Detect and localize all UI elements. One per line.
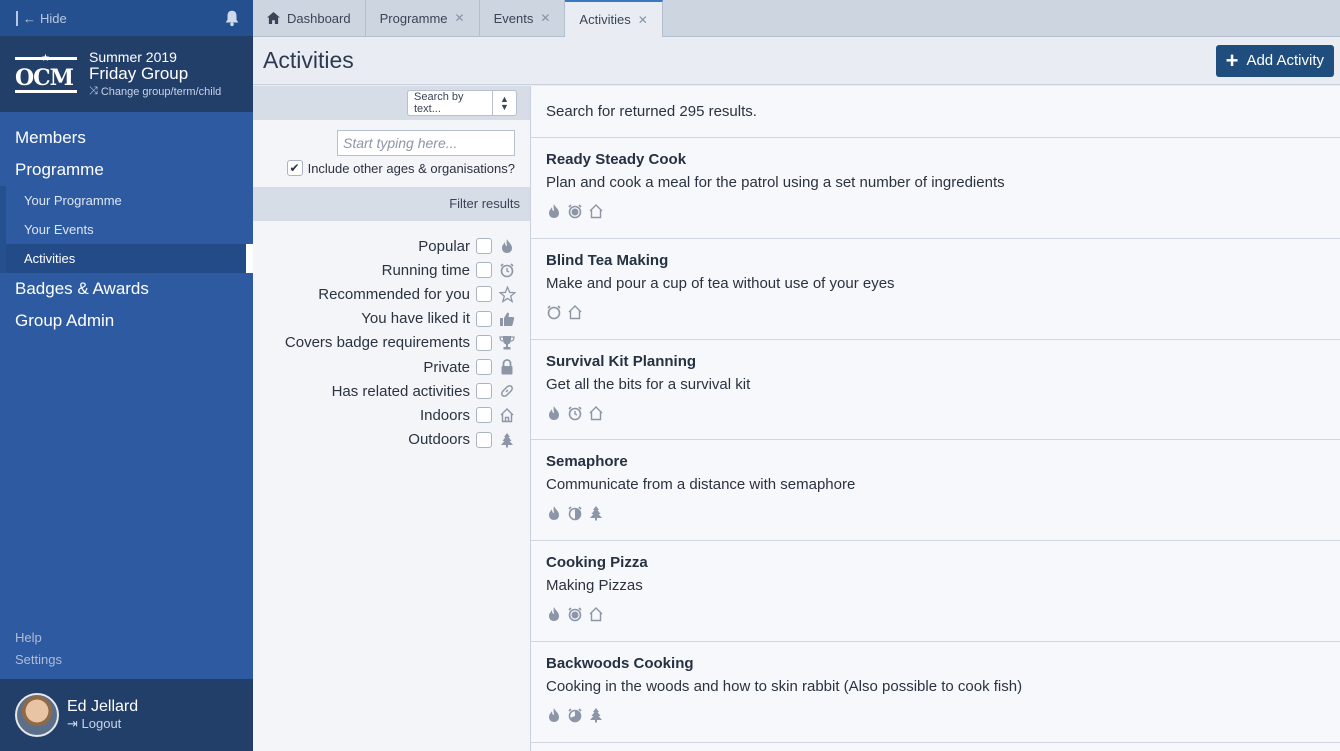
filter-checkbox[interactable]	[476, 238, 492, 254]
activity-description: Make and pour a cup of tea without use of your eyes	[546, 274, 895, 292]
logout-link[interactable]: ⇥ Logout	[67, 716, 122, 731]
hide-bar	[0, 0, 253, 36]
activity-description: Plan and cook a meal for the patrol using a set number of ingredients	[546, 174, 1005, 191]
list-item[interactable]	[531, 340, 1340, 441]
activity-title[interactable]: Cooking Pizza	[546, 554, 648, 572]
filter-checkbox[interactable]	[476, 383, 492, 399]
house-icon	[588, 203, 604, 219]
tree-icon	[588, 505, 604, 521]
flame-icon	[546, 606, 562, 622]
select-arrows-icon: ▲ ▼	[492, 91, 516, 115]
close-icon[interactable]: ✕	[540, 11, 551, 25]
filter-popular: Popular	[285, 234, 516, 258]
lock-icon	[498, 358, 516, 376]
filter-list	[285, 234, 516, 452]
filter-indoors: Indoors	[285, 403, 516, 427]
filter-checkbox[interactable]	[476, 359, 492, 375]
filter-recommended: Recommended for you	[285, 282, 516, 306]
flame-icon	[546, 505, 562, 521]
tab-events[interactable]: Events ✕	[480, 0, 566, 36]
main-nav	[0, 112, 253, 337]
avatar[interactable]	[15, 693, 59, 737]
filter-outdoors: Outdoors	[285, 428, 516, 452]
activity-description: Cooking in the woods and how to skin rabbit (Also possible to cook fish)	[546, 677, 1023, 695]
filter-private: Private	[285, 355, 516, 379]
arrow-left-icon: ←	[23, 10, 36, 26]
page-title: Activities	[263, 47, 354, 73]
list-item[interactable]	[531, 440, 1340, 541]
hide-label: Hide	[40, 10, 67, 26]
programme-subnav	[0, 186, 253, 273]
tree-icon	[498, 431, 516, 449]
include-other-checkbox[interactable]: ✔	[287, 160, 303, 176]
house-icon	[567, 304, 583, 320]
user-bar	[0, 679, 253, 751]
activity-title[interactable]: Survival Kit Planning	[546, 352, 697, 370]
close-icon[interactable]: ✕	[454, 11, 465, 25]
activity-title[interactable]: Blind Tea Making	[546, 251, 669, 269]
flame-icon	[498, 237, 516, 255]
tab-dashboard[interactable]: Dashboard	[253, 0, 366, 36]
list-item[interactable]	[531, 642, 1340, 743]
filter-running-time: Running time	[285, 258, 516, 282]
change-group-link[interactable]: ⤨ Change group/term/child	[89, 85, 222, 98]
add-activity-button[interactable]: + Add Activity	[1216, 45, 1334, 77]
sidebar	[0, 0, 253, 751]
alarm-clock-icon	[567, 505, 583, 521]
flame-icon	[546, 203, 562, 219]
alarm-clock-icon	[567, 405, 583, 421]
nav-members[interactable]: Members	[15, 128, 86, 147]
include-other-label: Include other ages & organisations?	[307, 160, 515, 176]
alarm-clock-icon	[567, 707, 583, 723]
bell-icon[interactable]	[223, 9, 241, 27]
hide-sidebar-link[interactable]	[16, 11, 67, 26]
list-item[interactable]	[531, 239, 1340, 340]
term-label: Summer 2019	[89, 49, 177, 65]
filter-checkbox[interactable]	[476, 262, 492, 278]
filter-panel	[253, 86, 531, 751]
activity-title[interactable]: Semaphore	[546, 453, 628, 471]
trophy-icon	[498, 334, 516, 352]
search-by-select[interactable]: Search by text... ▲ ▼	[407, 90, 517, 116]
settings-link[interactable]: Settings	[15, 652, 62, 667]
house-icon	[588, 606, 604, 622]
alarm-clock-icon	[567, 606, 583, 622]
nav-programme[interactable]: Programme	[15, 160, 104, 179]
house-icon	[498, 406, 516, 424]
star-icon	[498, 285, 516, 303]
alarm-clock-icon	[546, 304, 562, 320]
nav-your-programme[interactable]: Your Programme	[24, 193, 122, 208]
thumbs-up-icon	[498, 310, 516, 328]
plus-icon: +	[1225, 47, 1239, 73]
activity-description: Get all the bits for a survival kit	[546, 375, 751, 393]
tab-activities[interactable]: Activities ✕	[565, 0, 662, 37]
house-icon	[588, 405, 604, 421]
tab-programme[interactable]: Programme ✕	[366, 0, 480, 36]
help-link[interactable]: Help	[15, 630, 42, 645]
filter-checkbox[interactable]	[476, 335, 492, 351]
alarm-clock-icon	[567, 203, 583, 219]
shuffle-icon: ⤨	[89, 85, 98, 97]
collapse-bar-icon	[16, 11, 18, 26]
search-input[interactable]	[337, 130, 515, 156]
results-summary: Search for returned 295 results.	[531, 86, 1340, 138]
filter-checkbox[interactable]	[476, 432, 492, 448]
ocm-logo: ★ OCM	[15, 52, 77, 96]
nav-your-events[interactable]: Your Events	[24, 222, 94, 237]
filter-badge-requirements: Covers badge requirements	[285, 331, 516, 355]
filter-related: Has related activities	[285, 379, 516, 403]
link-icon	[498, 382, 516, 400]
page-header	[253, 37, 1340, 85]
home-icon	[267, 12, 280, 24]
tree-icon	[588, 707, 604, 723]
filter-checkbox[interactable]	[476, 407, 492, 423]
filter-checkbox[interactable]	[476, 286, 492, 302]
close-icon[interactable]: ✕	[637, 12, 648, 27]
activity-description: Making Pizzas	[546, 577, 643, 595]
filter-results-heading: Filter results	[253, 187, 530, 221]
tab-bar	[253, 0, 1340, 37]
activity-title[interactable]: Ready Steady Cook	[546, 151, 687, 168]
nav-badges-awards[interactable]: Badges & Awards	[15, 279, 149, 298]
flame-icon	[546, 405, 562, 421]
brand-block[interactable]	[0, 36, 253, 112]
user-name: Ed Jellard	[67, 698, 139, 715]
logout-icon: ⇥	[67, 716, 78, 731]
activity-description: Communicate from a distance with semaphore	[546, 476, 856, 494]
nav-group-admin[interactable]: Group Admin	[15, 311, 115, 330]
flame-icon	[546, 707, 562, 723]
alarm-clock-icon	[498, 261, 516, 279]
list-item[interactable]	[531, 138, 1340, 239]
activity-title[interactable]: Backwoods Cooking	[546, 654, 694, 672]
nav-activities[interactable]: Activities	[6, 244, 253, 273]
group-label: Friday Group	[89, 64, 189, 83]
results-panel	[531, 86, 1340, 751]
filter-checkbox[interactable]	[476, 311, 492, 327]
list-item[interactable]	[531, 541, 1340, 642]
filter-liked: You have liked it	[285, 307, 516, 331]
